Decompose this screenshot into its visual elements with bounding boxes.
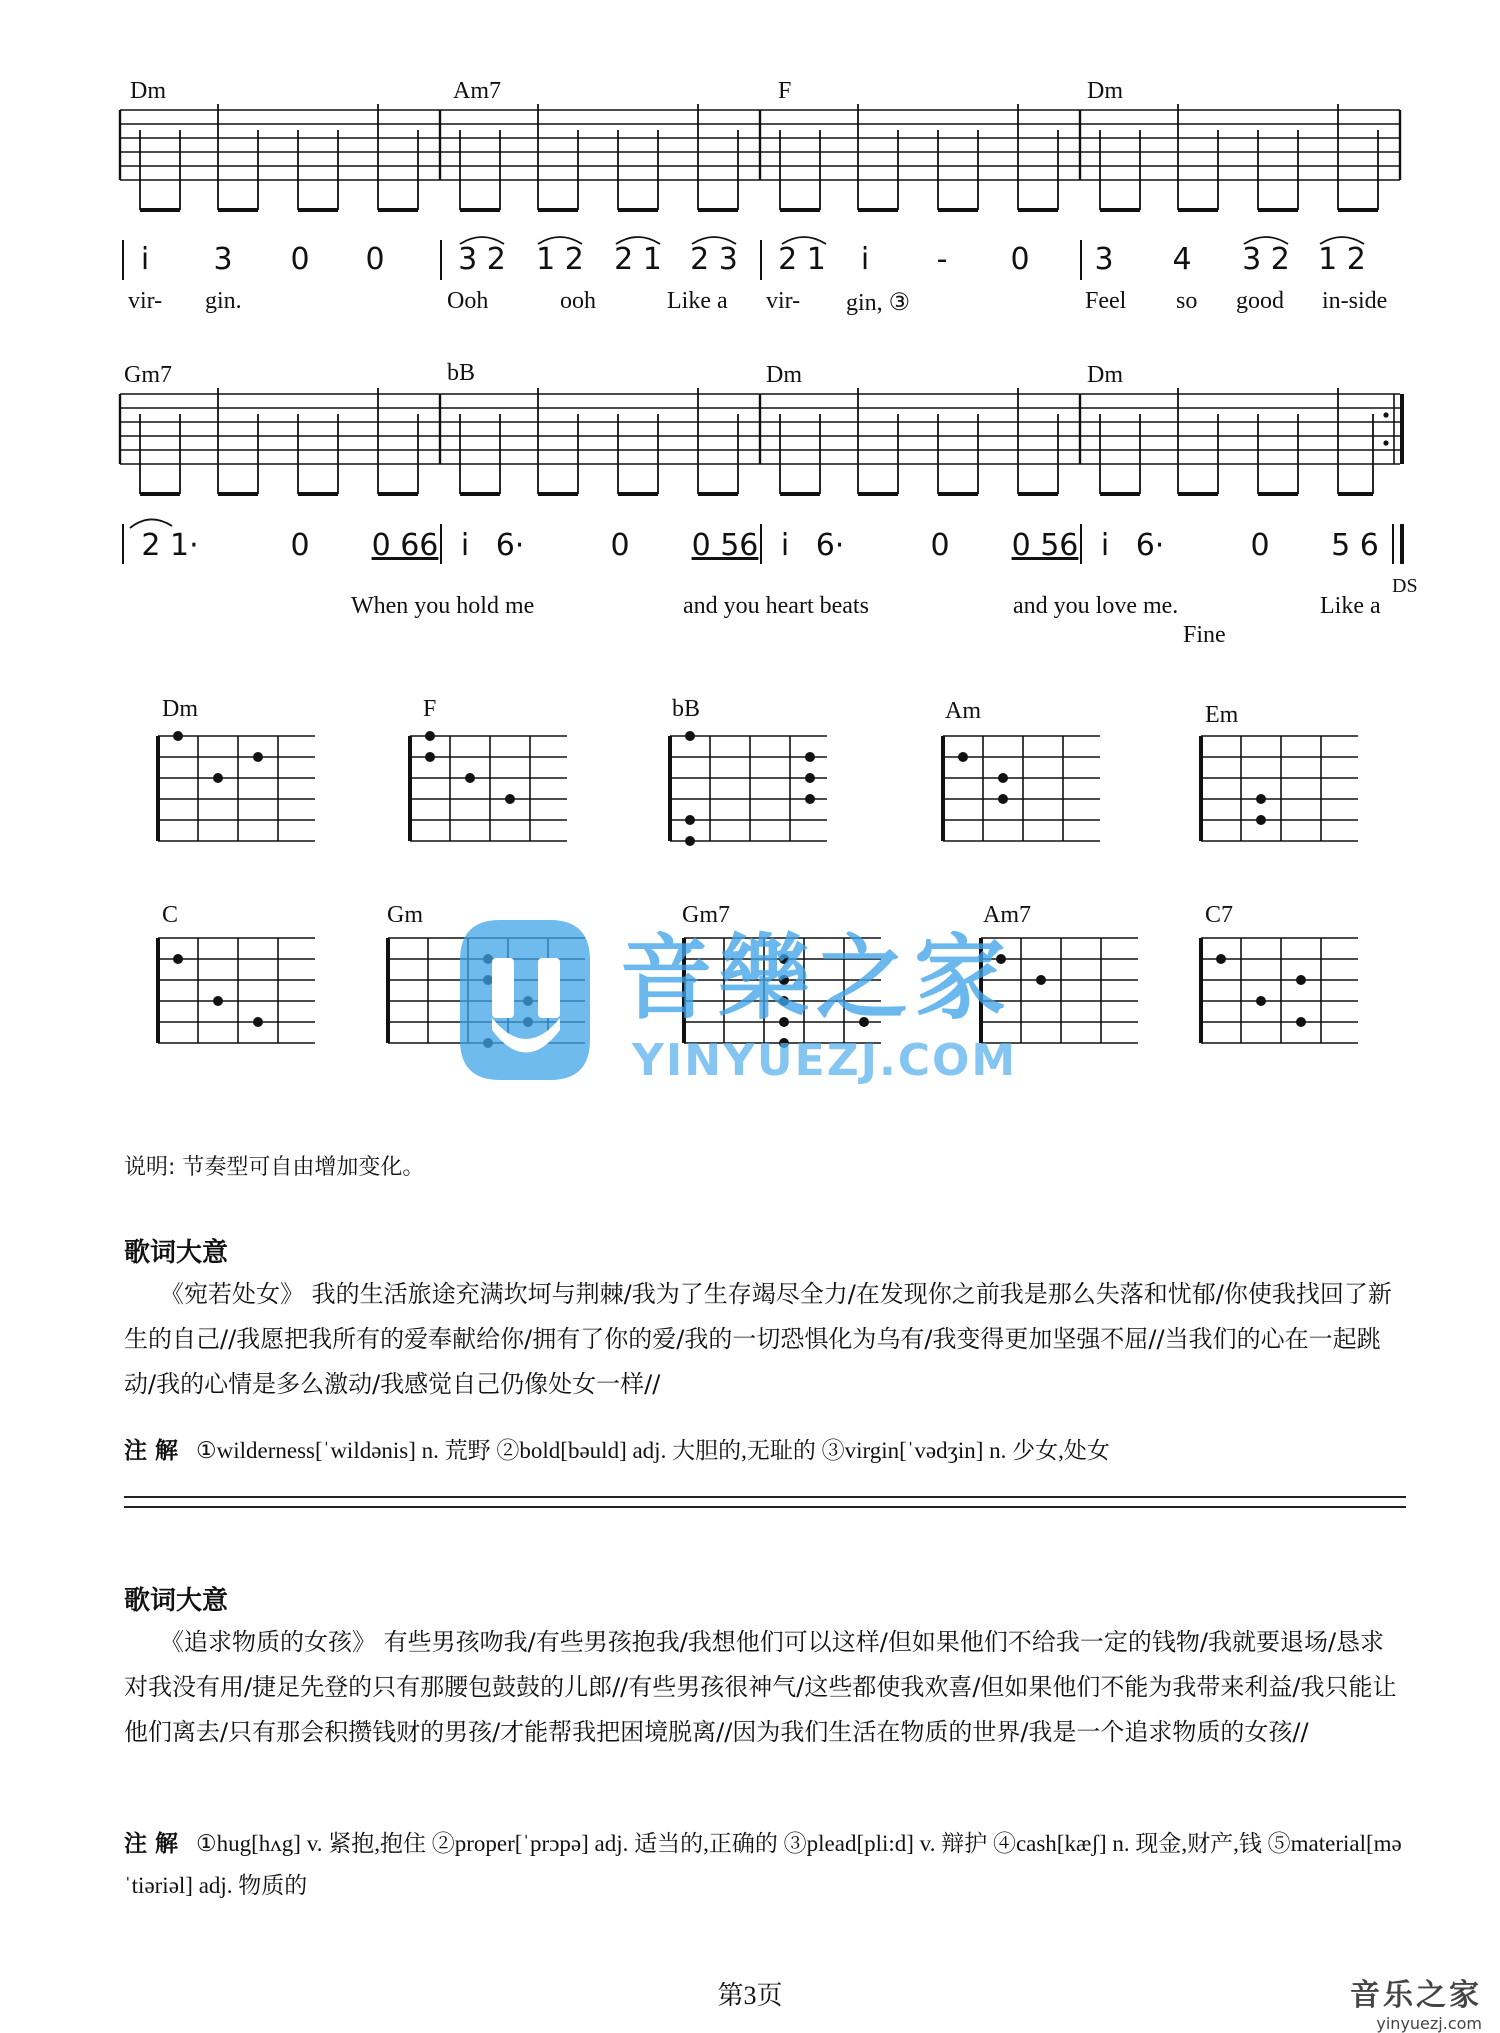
chord-diagram-name: Am7 — [983, 902, 1031, 928]
note: i — [140, 242, 150, 277]
lyric: in-side — [1322, 288, 1388, 314]
note: 4 — [1172, 242, 1192, 277]
lyric: gin. — [205, 288, 242, 314]
chord-label: Dm — [130, 78, 166, 104]
note: 2 1 — [614, 242, 662, 277]
note: 1 2 — [1318, 242, 1366, 277]
note: i — [860, 242, 870, 277]
note: i — [780, 528, 790, 563]
note: 2 1 — [778, 242, 826, 277]
slur-marks — [120, 230, 1420, 280]
note: 0 — [365, 242, 385, 277]
note: 0 56 — [691, 528, 759, 563]
chord-diagram-c — [150, 928, 320, 1058]
chord-diagram-c7 — [1193, 928, 1363, 1058]
note: i — [460, 528, 470, 563]
chord-diagram-name: Gm7 — [682, 902, 730, 928]
watermark-logo-icon — [430, 900, 620, 1090]
lyric: Feel — [1085, 288, 1127, 314]
barline — [440, 524, 442, 564]
tab-staff — [118, 384, 1418, 504]
chord-diagram-em — [1193, 726, 1363, 856]
lyric-meaning-paragraph: 《追求物质的女孩》 有些男孩吻我/有些男孩抱我/我想他们可以这样/但如果他们不给我一定的钱物/我就要退场/恳求对我没有用/捷足先登的只有那腰包鼓鼓的儿郎//有些男孩很神气/这些都使我欢喜/但如果他们不能为我带来利益/我只能让他们离去/只有那会积攒钱财的男孩/才能帮我把困境脱离//因为我们生活在物质的世界/我是一个追求物质的女孩// — [124, 1628, 1397, 1746]
corner-brand-name: 音乐之家 — [1350, 1978, 1482, 2013]
lyric: Like a — [667, 288, 728, 314]
corner-brand — [1350, 1970, 1482, 2033]
notes-text: ①wilderness[ˈwildənis] n. 荒野 ②bold[bəuld] adj. 大胆的,无耻的 ③virgin[ˈvədʒin] n. 少女,处女 — [196, 1438, 1110, 1463]
note: 2 1· — [141, 528, 199, 563]
lyric: vir- — [766, 288, 801, 314]
section-title: 歌词大意 — [124, 1586, 229, 1616]
lyric: and you heart beats — [683, 593, 869, 619]
barline — [1392, 524, 1394, 564]
chord-diagram-name: Am — [945, 698, 981, 724]
note: 0 — [1010, 242, 1030, 277]
notes-label: 注 解 — [124, 1831, 179, 1857]
note: 0 — [610, 528, 630, 563]
chord-diagram-dm — [150, 726, 320, 856]
lyric-meaning-paragraph: 《宛若处女》 我的生活旅途充满坎坷与荆棘/我为了生存竭尽全力/在发现你之前我是那么失落和忧郁/你使我找回了新生的自己//我愿把我所有的爱奉献给你/拥有了你的爱/我的一切恐惧化为乌有/我变得更加坚强不屈//当我们的心在一起跳动/我的心情是多么激动/我感觉自己仍像处女一样// — [124, 1280, 1392, 1398]
lyric: ooh — [560, 288, 596, 314]
chord-label: F — [778, 78, 792, 104]
lyric: Ooh — [447, 288, 489, 314]
vocabulary-notes — [124, 1432, 1424, 1465]
chord-diagram-bb — [662, 726, 832, 856]
divider — [124, 1506, 1406, 1508]
chord-label: Dm — [766, 362, 802, 388]
section-title: 歌词大意 — [124, 1238, 229, 1268]
note: 6· — [1135, 528, 1165, 563]
lyric: gin, ③ — [846, 290, 911, 316]
corner-brand-url: yinyuezj.com — [1376, 2014, 1482, 2033]
page-number: 第3页 — [717, 1981, 783, 2010]
notes-text: ①hug[hʌg] v. 紧抱,抱住 ②proper[ˈprɔpə] adj. 适当的,正确的 ③plead[pli:d] v. 辩护 ④cash[kæʃ] n. 现金,财产,钱 ⑤material[məˈtiəriəl] adj. 物质的 — [124, 1831, 1402, 1898]
note: 3 2 — [458, 242, 506, 277]
chord-diagram-name: Em — [1205, 702, 1239, 728]
note: 3 — [213, 242, 233, 277]
fine-marker: Fine — [1183, 622, 1226, 648]
chord-diagram-am — [935, 726, 1105, 856]
chord-diagram-name: Dm — [162, 696, 198, 722]
note: 2 3 — [690, 242, 738, 277]
chord-diagram-name: F — [423, 696, 437, 722]
lyric: good — [1236, 288, 1284, 314]
chord-label: Am7 — [453, 78, 501, 104]
slur-marks — [120, 512, 240, 542]
notes-label: 注 解 — [124, 1438, 179, 1464]
barline — [760, 524, 762, 564]
note: 0 — [1250, 528, 1270, 563]
watermark-text: 音樂之家 — [620, 925, 1013, 1032]
chord-diagram-f — [402, 726, 572, 856]
chord-diagram-name: Gm — [387, 902, 423, 928]
lyric: vir- — [128, 288, 163, 314]
note: 0 — [290, 242, 310, 277]
chord-diagram-name: bB — [672, 696, 701, 722]
note: 0 56 — [1011, 528, 1079, 563]
vocabulary-notes — [124, 1823, 1409, 1907]
note: 3 2 — [1242, 242, 1290, 277]
barline — [1400, 524, 1404, 564]
chord-diagram-name: C7 — [1205, 902, 1234, 928]
chord-label: Dm — [1087, 362, 1123, 388]
note: 0 — [290, 528, 310, 563]
lyric: so — [1176, 288, 1198, 314]
note: i — [1100, 528, 1110, 563]
note: 6· — [495, 528, 525, 563]
ds-marker: DS — [1392, 575, 1418, 597]
chord-label: Gm7 — [124, 362, 172, 388]
note: 0 66 — [371, 528, 439, 563]
chord-label: Dm — [1087, 78, 1123, 104]
chord-label: bB — [447, 360, 476, 386]
note: - — [936, 242, 948, 277]
lyric: When you hold me — [351, 593, 535, 619]
lyric: and you love me. — [1013, 593, 1179, 619]
note: 5 6 — [1331, 528, 1379, 563]
lyric: Like a — [1320, 593, 1381, 619]
note: 1 2 — [536, 242, 584, 277]
divider — [124, 1496, 1406, 1498]
explanation-note: 说明: 节奏型可自由增加变化。 — [124, 1155, 425, 1180]
watermark-url: YINYUEZJ.COM — [632, 1035, 1018, 1086]
note: 3 — [1094, 242, 1114, 277]
barline — [1080, 524, 1082, 564]
tab-staff — [118, 100, 1408, 220]
chord-diagram-name: C — [162, 902, 179, 928]
note: 6· — [815, 528, 845, 563]
note: 0 — [930, 528, 950, 563]
